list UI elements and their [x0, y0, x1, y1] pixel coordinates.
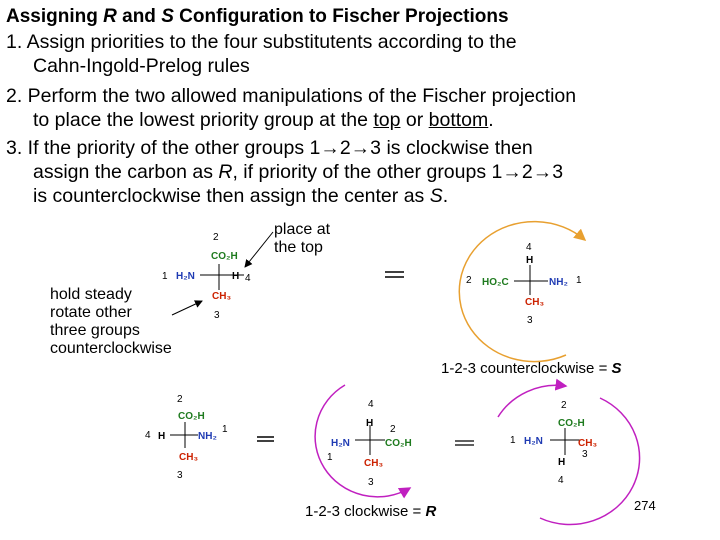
step-1: 1. Assign priorities to the four substitutents according to the Cahn-Ingold-Prelog rules — [6, 31, 517, 77]
priority-label: 4 — [558, 475, 564, 486]
priority-label: 1 — [222, 424, 228, 435]
fischer-projection-3 — [145, 394, 228, 481]
group-co2h: CO₂H — [558, 418, 585, 429]
hold-steady-arrow — [172, 301, 202, 315]
priority-label: 1 — [576, 275, 582, 286]
priority-label: 2 — [390, 424, 396, 435]
group-ch3: CH₃ — [525, 297, 545, 308]
equivalent-sign — [385, 272, 404, 277]
clockwise-arrow — [498, 385, 566, 417]
hold-steady-note: hold steady rotate other three groups counterclockwise — [50, 286, 172, 357]
group-nh2: NH₂ — [198, 431, 217, 442]
group-ch3: CH₃ — [364, 458, 384, 469]
group-h: H — [158, 431, 166, 442]
fischer-projection-1 — [162, 232, 251, 321]
group-ch3: CH₃ — [179, 452, 199, 463]
priority-label: 2 — [213, 232, 219, 243]
group-nh2: NH₂ — [549, 277, 568, 288]
group-h: H — [526, 255, 534, 266]
group-co2h: CO₂H — [211, 251, 238, 262]
group-nh2: H₂N — [524, 436, 543, 447]
slide-title: Assigning R and S Configuration to Fischer Projections — [6, 6, 509, 27]
priority-label: 4 — [368, 399, 374, 410]
priority-label: 4 — [145, 430, 151, 441]
page-number: 274 — [634, 498, 656, 513]
group-ch3: CH₃ — [578, 438, 598, 449]
priority-label: 2 — [177, 394, 183, 405]
counterclockwise-arrow — [459, 222, 585, 362]
priority-label: 3 — [582, 449, 588, 460]
place-top-arrow — [245, 232, 273, 267]
group-h: H — [232, 271, 240, 282]
clockwise-arrow-arc — [540, 398, 640, 525]
equivalent-sign — [257, 437, 274, 441]
group-co2h: CO₂H — [385, 438, 412, 449]
priority-label: 4 — [526, 242, 532, 253]
step-3: 3. If the priority of the other groups 1→2→3 is clockwise then assign the carbon as R, if priority of the other groups 1→2→3 is counterclockwise then assign the center as S. — [6, 137, 564, 207]
ccw-rule: 1-2-3 counterclockwise = S — [441, 360, 622, 377]
cw-rule: 1-2-3 clockwise = R — [305, 503, 437, 520]
equivalent-sign — [455, 441, 474, 445]
fischer-projection-2 — [459, 222, 585, 362]
group-ch3: CH₃ — [212, 291, 232, 302]
priority-label: 4 — [245, 273, 251, 284]
group-h: H — [558, 457, 566, 468]
fischer-projection-5 — [498, 385, 640, 524]
fischer-projection-4 — [315, 385, 412, 497]
group-co2h: CO₂H — [178, 411, 205, 422]
priority-label: 3 — [527, 315, 533, 326]
group-co2h: HO₂C — [482, 277, 509, 288]
priority-label: 2 — [561, 400, 567, 411]
step-2: 2. Perform the two allowed manipulations of the Fischer projection to place the lowest priority group at the top or bottom. — [6, 85, 577, 131]
priority-label: 1 — [327, 452, 333, 463]
priority-label: 2 — [466, 275, 472, 286]
priority-label: 1 — [162, 271, 168, 282]
priority-label: 1 — [510, 435, 516, 446]
group-h: H — [366, 418, 374, 429]
place-at-top-note: place at the top — [274, 221, 331, 256]
group-nh2: H₂N — [331, 438, 350, 449]
group-nh2: H₂N — [176, 271, 195, 282]
priority-label: 3 — [214, 310, 220, 321]
priority-label: 3 — [368, 477, 374, 488]
priority-label: 3 — [177, 470, 183, 481]
